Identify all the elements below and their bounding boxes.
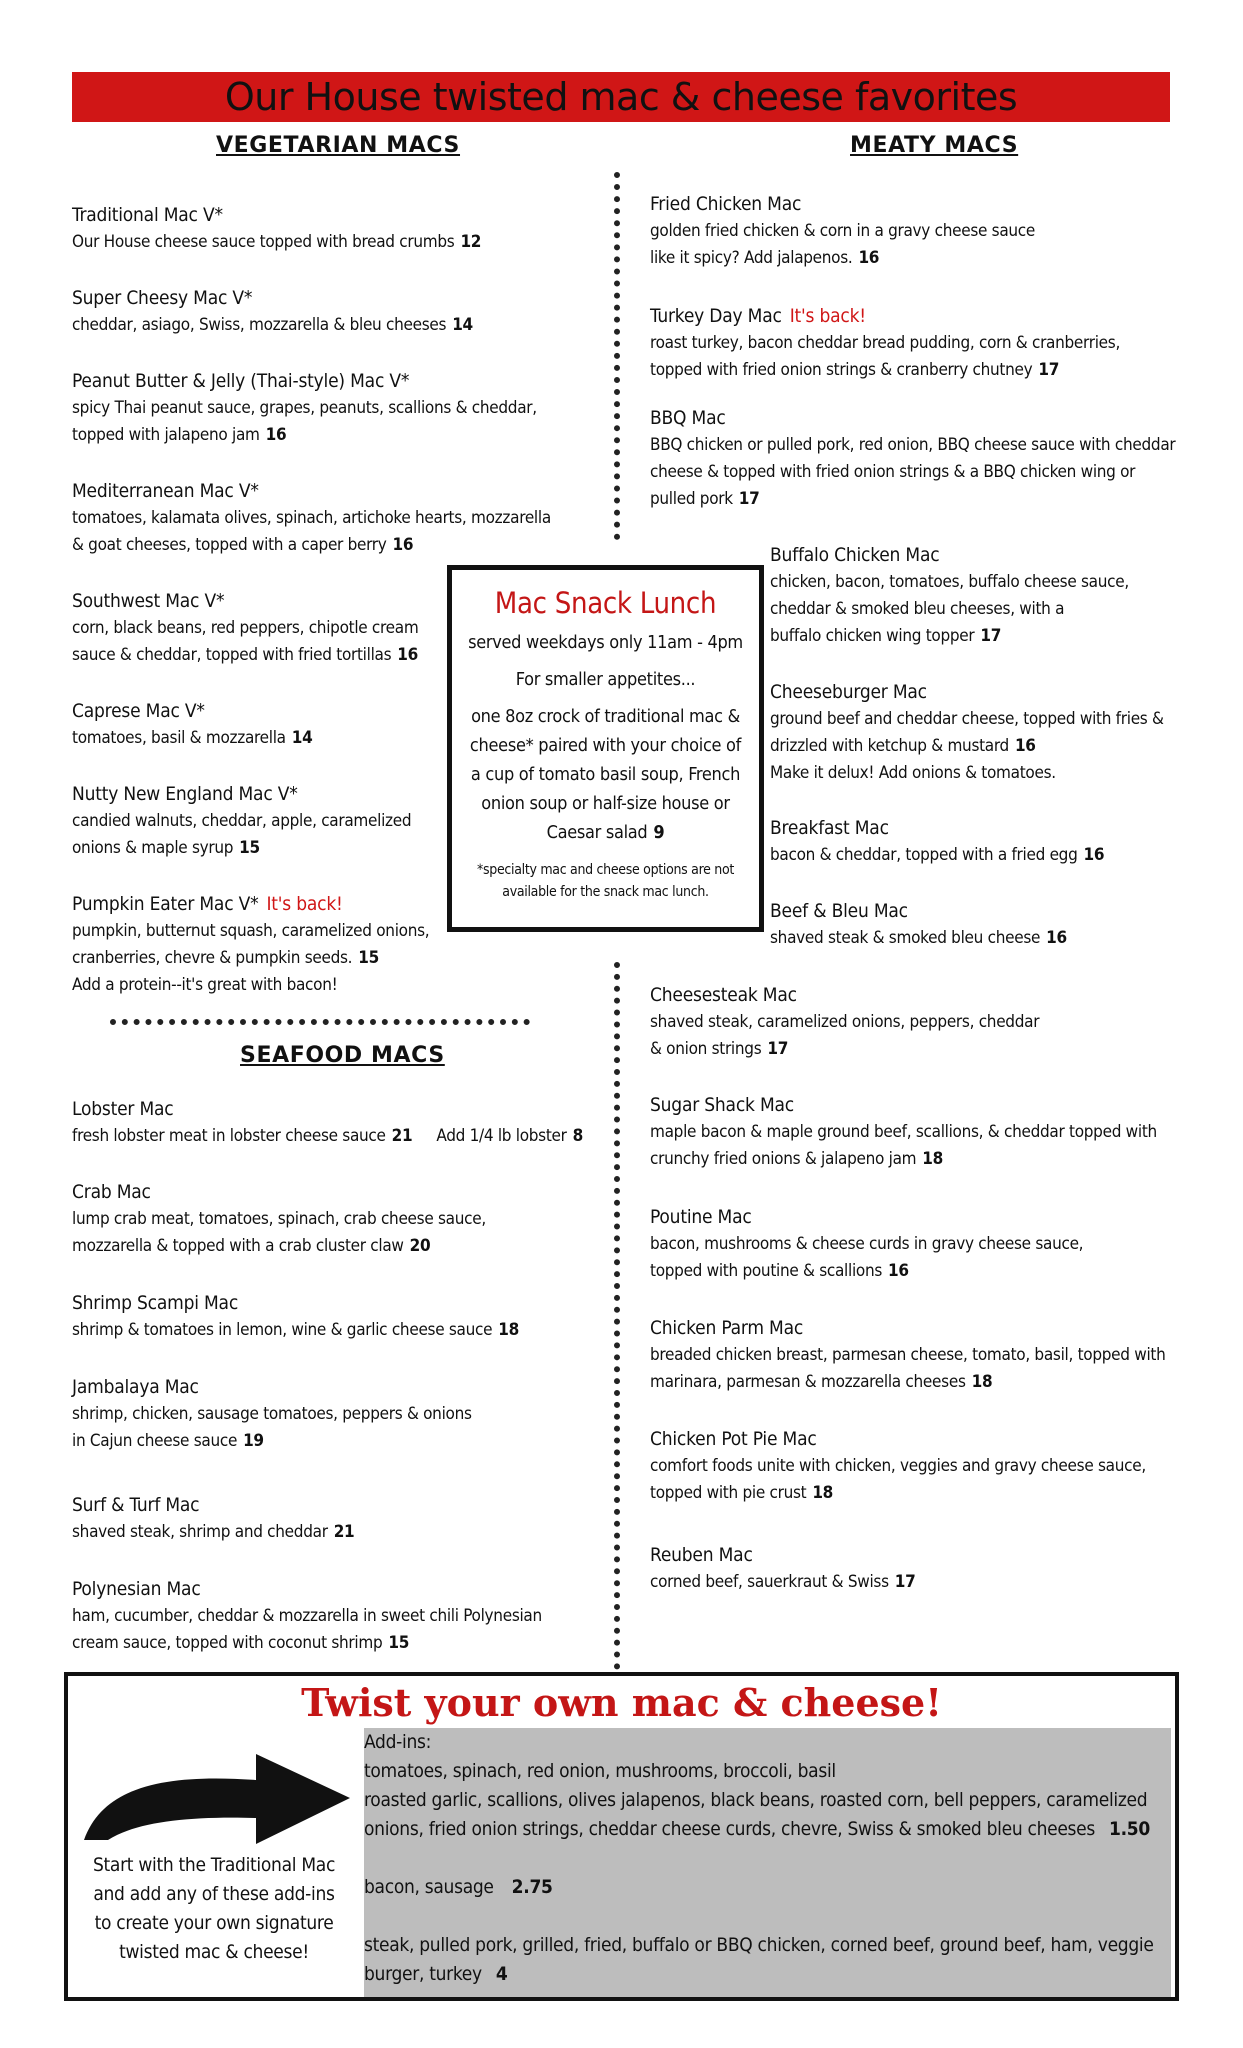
item-desc: fresh lobster meat in lobster cheese sauce 21 Add 1/4 lb lobster 8 (72, 1126, 583, 1146)
item-desc: sauce & cheddar, topped with fried tortillas 16 (72, 645, 418, 665)
item-price: 21 (391, 1126, 413, 1146)
item-price: 16 (1014, 736, 1036, 756)
addins-group-1: tomatoes, spinach, red onion, mushrooms, broccoli, basil roasted garlic, scallions, olives jalapenos, black beans, roasted corn, bell peppers, caramelized onions, fried onion strings, cheddar cheese curds, chevre, Swiss & smoked bleu cheeses 1.50 (364, 1760, 1150, 1840)
item-extra: Make it delux! Add onions & tomatoes. (770, 763, 1056, 783)
item-name: Jambalaya Mac (72, 1376, 199, 1398)
item-desc: cream sauce, topped with coconut shrimp 15 (72, 1633, 410, 1653)
item-price: 15 (388, 1633, 410, 1653)
item-name: Poutine Mac (650, 1206, 752, 1228)
item-desc: drizzled with ketchup & mustard 16 (770, 736, 1036, 756)
item-desc: spicy Thai peanut sauce, grapes, peanuts, scallions & cheddar, (72, 398, 537, 418)
item-desc: marinara, parmesan & mozzarella cheeses 18 (650, 1372, 993, 1392)
mac-snack-lunch-box (447, 565, 764, 932)
item-desc: candied walnuts, cheddar, apple, caramelized (72, 811, 412, 831)
item-name: Nutty New England Mac V* (72, 783, 298, 805)
title-banner (72, 72, 1170, 122)
item-desc: cheddar & smoked bleu cheeses, with a (770, 599, 1065, 619)
item-price: 16 (858, 248, 880, 268)
item-price: 17 (980, 626, 1002, 646)
divider-seafood (110, 1019, 530, 1025)
menu-item-traditional (72, 202, 481, 256)
item-name: Chicken Parm Mac (650, 1317, 804, 1339)
item-desc: ground beef and cheddar cheese, topped with fries & (770, 709, 1164, 729)
addon-price: 8 (572, 1126, 583, 1146)
item-desc: golden fried chicken & corn in a gravy cheese sauce (650, 221, 1036, 241)
menu-item-mediterranean (72, 478, 551, 559)
item-name: Beef & Bleu Mac (770, 900, 908, 922)
item-desc: like it spicy? Add jalapenos. 16 (650, 248, 880, 268)
menu-item-crab (72, 1179, 486, 1260)
item-name: Traditional Mac V* (72, 204, 223, 226)
item-price: 18 (498, 1320, 519, 1340)
item-desc: bacon & cheddar, topped with a fried egg 16 (770, 845, 1105, 865)
item-price: 17 (1038, 360, 1060, 380)
item-price: 16 (397, 645, 418, 665)
item-price: 20 (409, 1236, 431, 1256)
curved-arrow-icon (78, 1736, 358, 1846)
item-price: 17 (738, 489, 760, 509)
menu-item-poutine (650, 1204, 1083, 1285)
item-name: Buffalo Chicken Mac (770, 544, 940, 566)
item-price: 18 (971, 1372, 993, 1392)
item-price: 21 (333, 1522, 355, 1542)
item-desc: & onion strings 17 (650, 1039, 789, 1059)
menu-item-fried-chicken (650, 191, 1035, 272)
menu-item-turkey-day (650, 303, 1120, 384)
item-name: Sugar Shack Mac (650, 1094, 794, 1116)
item-name: Crab Mac (72, 1181, 151, 1203)
menu-item-surf-turf (72, 1492, 354, 1546)
item-price: 15 (358, 948, 379, 968)
item-name: Reuben Mac (650, 1544, 753, 1566)
addins-group-2-price: 2.75 (511, 1876, 553, 1898)
item-name: Super Cheesy Mac V* (72, 287, 253, 309)
item-desc: mozzarella & topped with a crab cluster claw 20 (72, 1236, 431, 1256)
addins-group-3: steak, pulled pork, grilled, fried, buffalo or BBQ chicken, corned beef, ground beef, ham, veggie burger, turkey 4 (364, 1934, 1154, 1985)
its-back-badge: It's back! (789, 305, 866, 327)
item-extra: Add a protein--it's great with bacon! (72, 975, 338, 995)
item-price: 16 (265, 425, 287, 445)
addins-group-3-price: 4 (495, 1963, 508, 1985)
item-price: 19 (243, 1431, 264, 1451)
item-name: Shrimp Scampi Mac (72, 1292, 239, 1314)
snack-title: Mac Snack Lunch (494, 586, 717, 620)
menu-item-chicken-pot-pie (650, 1426, 1146, 1507)
menu-item-nutty-new-england (72, 781, 411, 862)
menu-item-reuben (650, 1542, 915, 1596)
item-desc: topped with pie crust 18 (650, 1483, 834, 1503)
addins-panel (364, 1728, 1171, 1997)
item-name: Cheesesteak Mac (650, 984, 797, 1006)
item-desc: shrimp & tomatoes in lemon, wine & garlic cheese sauce 18 (72, 1320, 519, 1340)
item-desc: pumpkin, butternut squash, caramelized onions, (72, 921, 430, 941)
menu-item-chicken-parm (650, 1315, 1166, 1396)
item-name: Polynesian Mac (72, 1578, 201, 1600)
item-name: Surf & Turf Mac (72, 1494, 200, 1516)
menu-item-southwest (72, 588, 418, 669)
snack-note: *specialty mac and cheese options are not available for the snack mac lunch. (476, 862, 735, 900)
menu-item-super-cheesy (72, 285, 473, 339)
item-desc: topped with jalapeno jam 16 (72, 425, 287, 445)
item-name: Fried Chicken Mac (650, 193, 802, 215)
item-price: 18 (812, 1483, 834, 1503)
item-name: Chicken Pot Pie Mac (650, 1428, 817, 1450)
item-desc: tomatoes, kalamata olives, spinach, artichoke hearts, mozzarella (72, 508, 551, 528)
addins-label: Add-ins: (364, 1731, 432, 1753)
item-desc: onions & maple syrup 15 (72, 838, 260, 858)
divider-bottom (614, 962, 620, 1670)
twist-your-own-box (64, 1672, 1179, 2001)
item-desc: cheddar, asiago, Swiss, mozzarella & bleu cheeses 14 (72, 315, 473, 335)
snack-hours: served weekdays only 11am - 4pm (468, 632, 743, 653)
item-price: 16 (888, 1261, 909, 1281)
snack-description: one 8oz crock of traditional mac & cheese* paired with your choice of a cup of tomato basil soup, French onion soup or half-size house or Caesar salad 9 (469, 706, 742, 843)
item-name: BBQ Mac (650, 407, 726, 429)
its-back-badge: It's back! (266, 893, 343, 915)
item-desc: crunchy fried onions & jalapeno jam 18 (650, 1149, 943, 1169)
item-desc: in Cajun cheese sauce 19 (72, 1431, 264, 1451)
item-desc: lump crab meat, tomatoes, spinach, crab cheese sauce, (72, 1209, 486, 1229)
item-name: Breakfast Mac (770, 817, 889, 839)
menu-item-beef-bleu (770, 898, 1067, 952)
vegetarian-heading: VEGETARIAN MACS (216, 133, 461, 158)
meaty-heading: MEATY MACS (850, 133, 1019, 158)
addins-group-2: bacon, sausage 2.75 (364, 1876, 553, 1898)
item-price: 16 (392, 535, 414, 555)
menu-item-polynesian (72, 1576, 542, 1657)
item-price: 16 (1083, 845, 1105, 865)
item-desc: buffalo chicken wing topper 17 (770, 626, 1002, 646)
menu-item-cheeseburger (770, 679, 1164, 787)
item-name: Mediterranean Mac V* (72, 480, 259, 502)
menu-item-jambalaya (72, 1374, 472, 1455)
item-price: 17 (894, 1572, 916, 1592)
menu-item-pumpkin-eater (72, 891, 429, 999)
menu-item-lobster (72, 1096, 583, 1150)
item-price: 17 (767, 1039, 789, 1059)
item-name: Cheeseburger Mac (770, 681, 927, 703)
item-name: Southwest Mac V* (72, 590, 225, 612)
menu-item-buffalo-chicken (770, 542, 1129, 650)
menu-item-breakfast (770, 815, 1104, 869)
menu-item-caprese (72, 698, 312, 752)
item-desc: chicken, bacon, tomatoes, buffalo cheese sauce, (770, 572, 1129, 592)
item-desc: cheese & topped with fried onion strings & a BBQ chicken wing or (650, 462, 1136, 482)
snack-price: 9 (653, 822, 665, 843)
item-desc: topped with poutine & scallions 16 (650, 1261, 909, 1281)
item-price: 14 (452, 315, 473, 335)
item-desc: shaved steak, shrimp and cheddar 21 (72, 1522, 355, 1542)
twist-title: Twist your own mac & cheese! (301, 1680, 942, 1725)
menu-item-shrimp-scampi (72, 1290, 519, 1344)
item-desc: pulled pork 17 (650, 489, 760, 509)
item-price: 15 (239, 838, 260, 858)
item-desc: corn, black beans, red peppers, chipotle cream (72, 618, 419, 638)
item-name: Lobster Mac (72, 1098, 174, 1120)
item-price: 14 (291, 728, 313, 748)
item-desc: ham, cucumber, cheddar & mozzarella in sweet chili Polynesian (72, 1606, 542, 1626)
item-desc: tomatoes, basil & mozzarella 14 (72, 728, 313, 748)
item-desc: breaded chicken breast, parmesan cheese, tomato, basil, topped with (650, 1345, 1166, 1365)
item-desc: corned beef, sauerkraut & Swiss 17 (650, 1572, 916, 1592)
menu-item-sugar-shack (650, 1092, 1157, 1173)
item-desc: shaved steak & smoked bleu cheese 16 (770, 928, 1067, 948)
menu-item-bbq (650, 405, 1175, 513)
item-desc: & goat cheeses, topped with a caper berry 16 (72, 535, 414, 555)
item-desc: cranberries, chevre & pumpkin seeds. 15 (72, 948, 379, 968)
item-desc: Our House cheese sauce topped with bread crumbs 12 (72, 232, 482, 252)
divider-top (614, 172, 620, 540)
item-desc: roast turkey, bacon cheddar bread pudding, corn & cranberries, (650, 333, 1121, 353)
seafood-heading: SEAFOOD MACS (240, 1043, 445, 1068)
item-desc: comfort foods unite with chicken, veggies and gravy cheese sauce, (650, 1456, 1146, 1476)
start-instructions: Start with the Traditional Mac and add any of these add-ins to create your own signature twisted mac & cheese! (68, 1851, 360, 1997)
banner-title: Our House twisted mac & cheese favorites (224, 75, 1018, 119)
item-name: Turkey Day Mac It's back! (650, 305, 866, 327)
item-price: 12 (460, 232, 482, 252)
menu-item-cheesesteak (650, 982, 1039, 1063)
item-desc: shrimp, chicken, sausage tomatoes, peppers & onions (72, 1404, 472, 1424)
item-desc: bacon, mushrooms & cheese curds in gravy cheese sauce, (650, 1234, 1084, 1254)
item-name: Peanut Butter & Jelly (Thai-style) Mac V* (72, 370, 410, 392)
item-price: 18 (922, 1149, 943, 1169)
snack-subtitle: For smaller appetites... (515, 669, 696, 690)
item-name: Pumpkin Eater Mac V* It's back! (72, 893, 343, 915)
item-name: Caprese Mac V* (72, 700, 205, 722)
item-desc: shaved steak, caramelized onions, peppers, cheddar (650, 1012, 1040, 1032)
item-desc: BBQ chicken or pulled pork, red onion, BBQ cheese sauce with cheddar (650, 435, 1176, 455)
item-price: 16 (1046, 928, 1067, 948)
item-desc: maple bacon & maple ground beef, scallions, & cheddar topped with (650, 1122, 1157, 1142)
item-desc: topped with fried onion strings & cranberry chutney 17 (650, 360, 1060, 380)
addins-group-1-price: 1.50 (1109, 1818, 1150, 1840)
menu-item-pbj (72, 368, 537, 449)
